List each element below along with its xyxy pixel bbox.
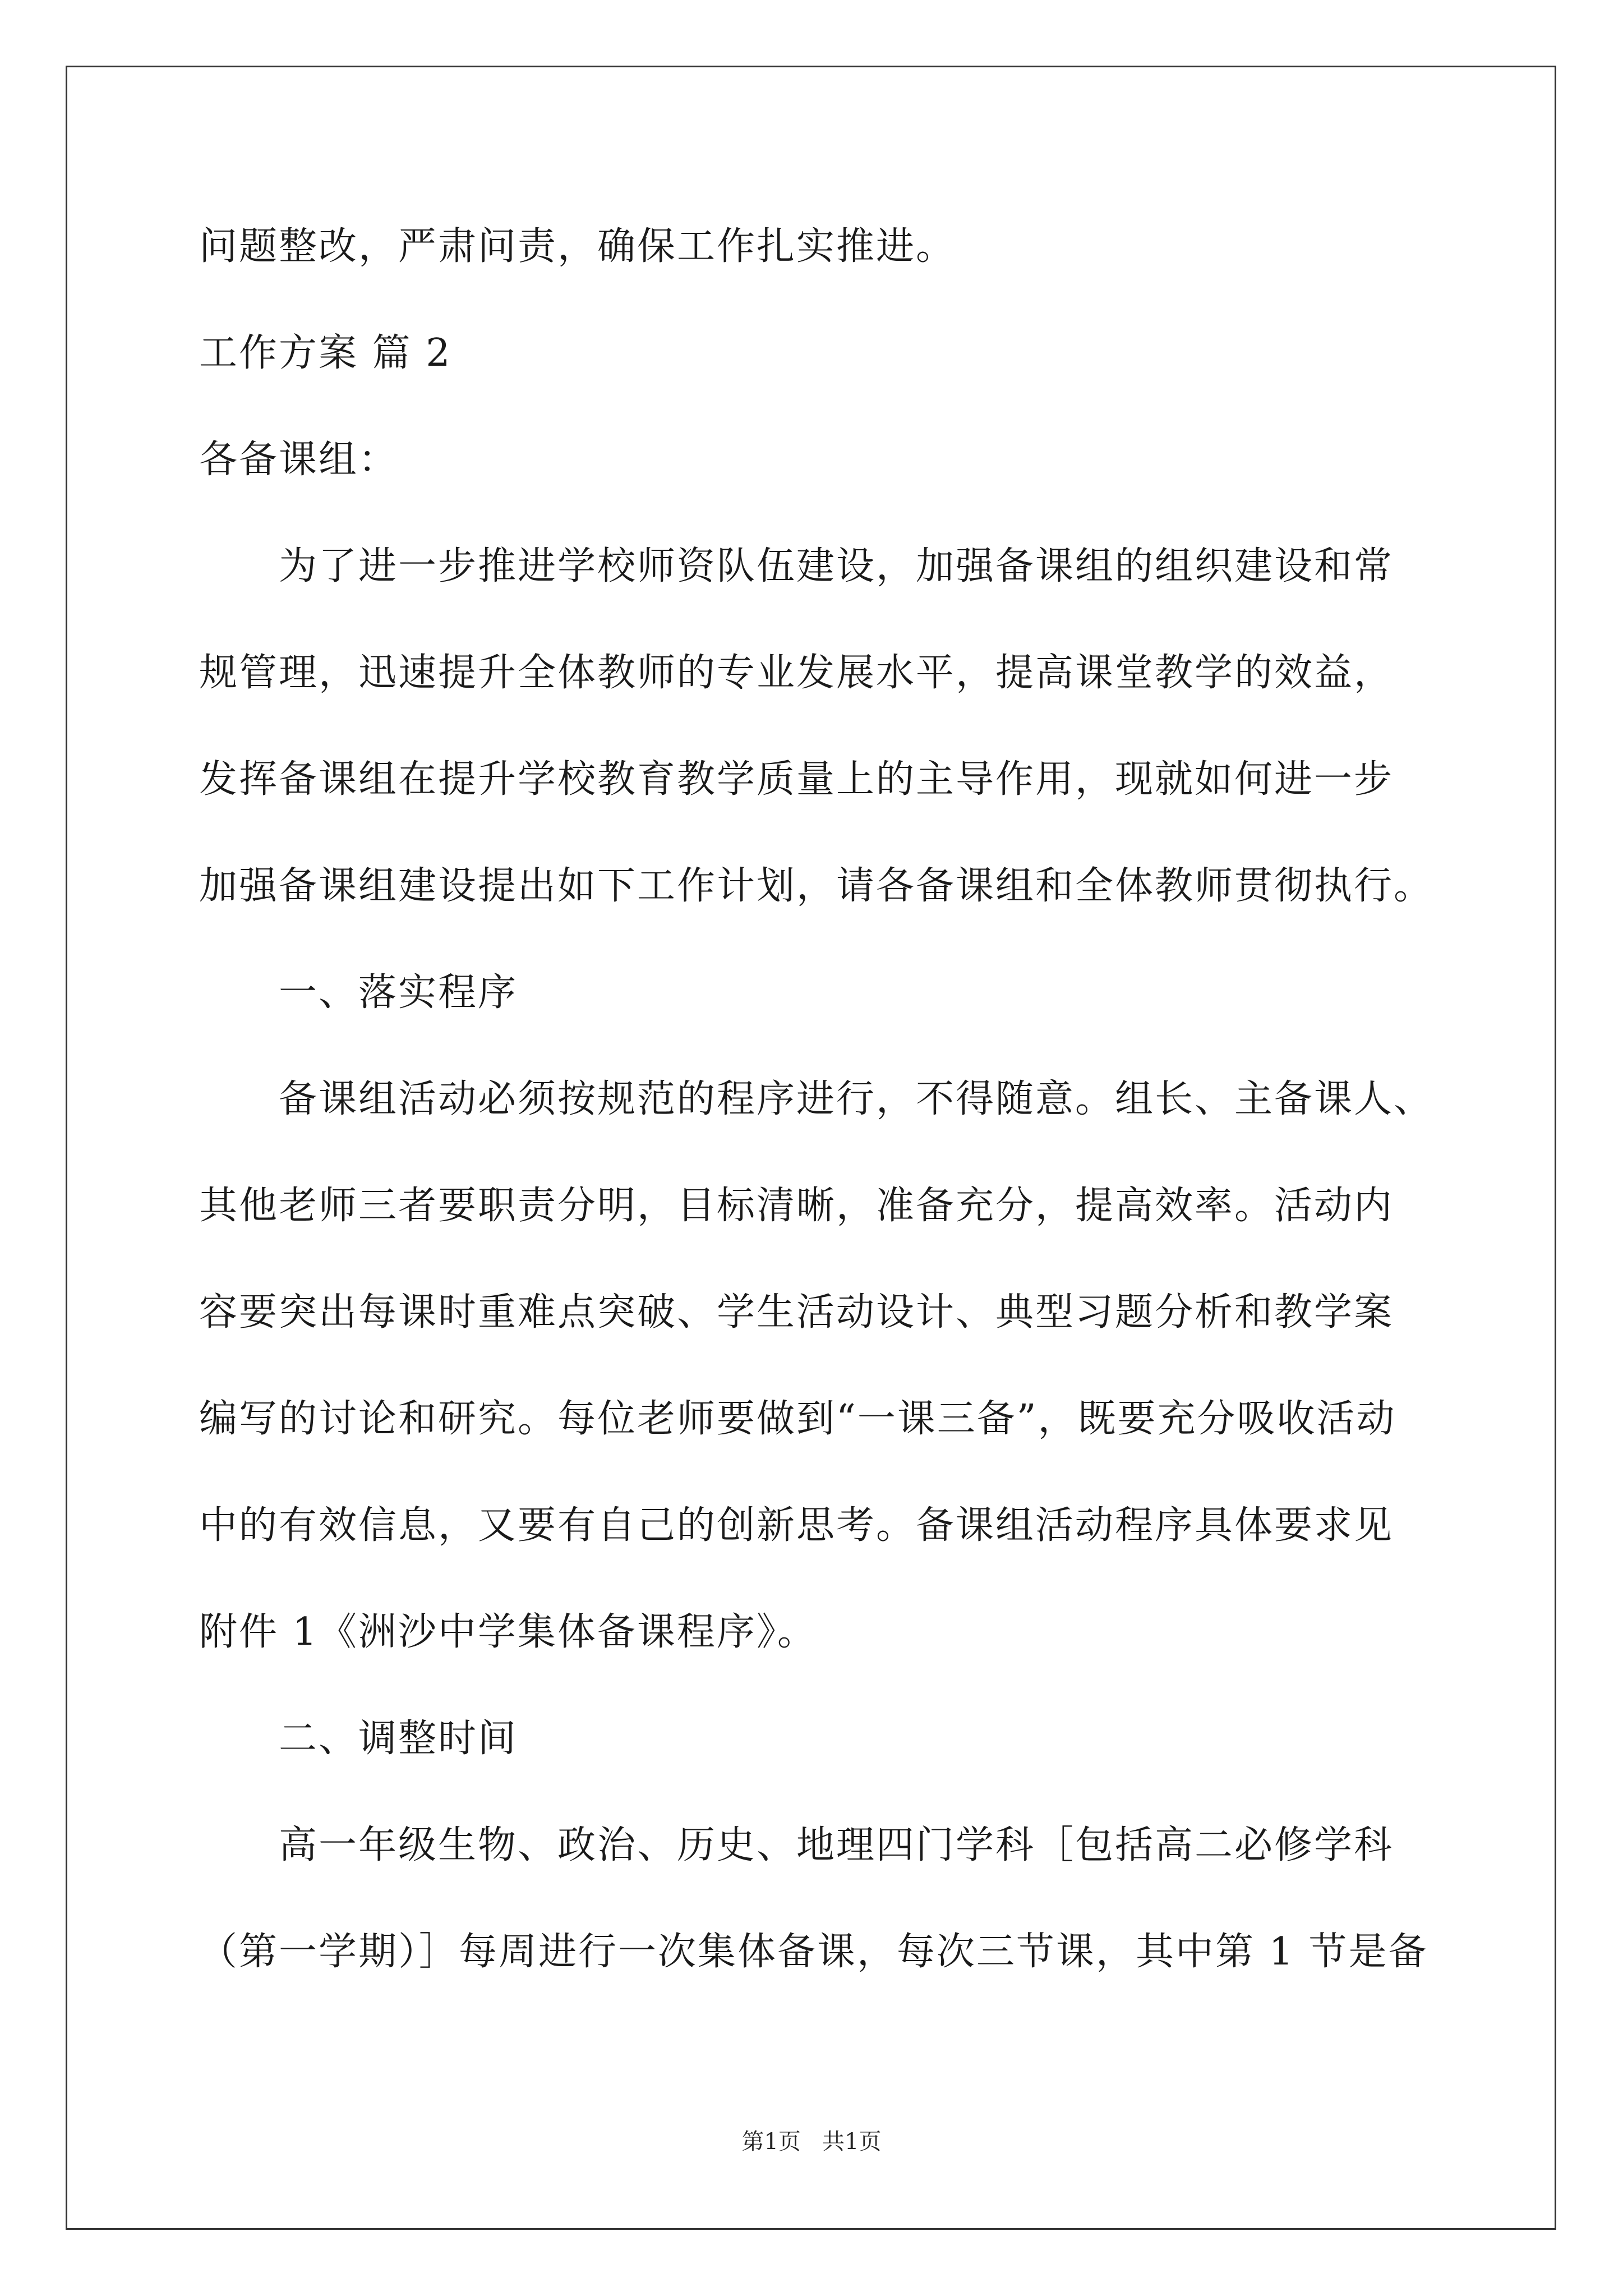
text-line-11: 容要突出每课时重难点突破、学生活动设计、典型习题分析和教学案 bbox=[199, 1290, 1394, 1335]
subheading-2: 二、调整时间 bbox=[279, 1717, 518, 1761]
subheading-1: 一、落实程序 bbox=[279, 970, 518, 1015]
page-border bbox=[66, 66, 1556, 2230]
text-line-1: 问题整改，严肃问责，确保工作扎实推进。 bbox=[199, 224, 956, 269]
text-line-6: 发挥备课组在提升学校教育教学质量上的主导作用，现就如何进一步 bbox=[199, 757, 1394, 802]
text-line-17: （第一学期）］每周进行一次集体备课，每次三节课，其中第 1 节是备 bbox=[199, 1930, 1428, 1974]
salutation: 各备课组： bbox=[199, 438, 399, 482]
text-line-16: 高一年级生物、政治、历史、地理四门学科［包括高二必修学科 bbox=[279, 1823, 1394, 1867]
text-line-9: 备课组活动必须按规范的程序进行，不得随意。组长、主备课人、 bbox=[279, 1077, 1434, 1121]
text-line-10: 其他老师三者要职责分明，目标清晰，准备充分，提高效率。活动内 bbox=[199, 1184, 1394, 1228]
section-heading-plan-2: 工作方案 篇 2 bbox=[199, 331, 452, 375]
text-line-12: 编写的讨论和研究。每位老师要做到“一课三备”，既要充分吸收活动 bbox=[199, 1397, 1396, 1441]
text-line-14: 附件 1《洲沙中学集体备课程序》。 bbox=[199, 1610, 817, 1654]
text-line-4: 为了进一步推进学校师资队伍建设，加强备课组的组织建设和常 bbox=[279, 544, 1394, 588]
text-line-13: 中的有效信息，又要有自己的创新思考。备课组活动程序具体要求见 bbox=[199, 1503, 1394, 1548]
text-line-5: 规管理，迅速提升全体教师的专业发展水平，提高课堂教学的效益， bbox=[199, 651, 1394, 695]
page-footer: 第1页 共1页 bbox=[741, 2129, 882, 2155]
text-line-7: 加强备课组建设提出如下工作计划，请各备课组和全体教师贯彻执行。 bbox=[199, 864, 1434, 908]
